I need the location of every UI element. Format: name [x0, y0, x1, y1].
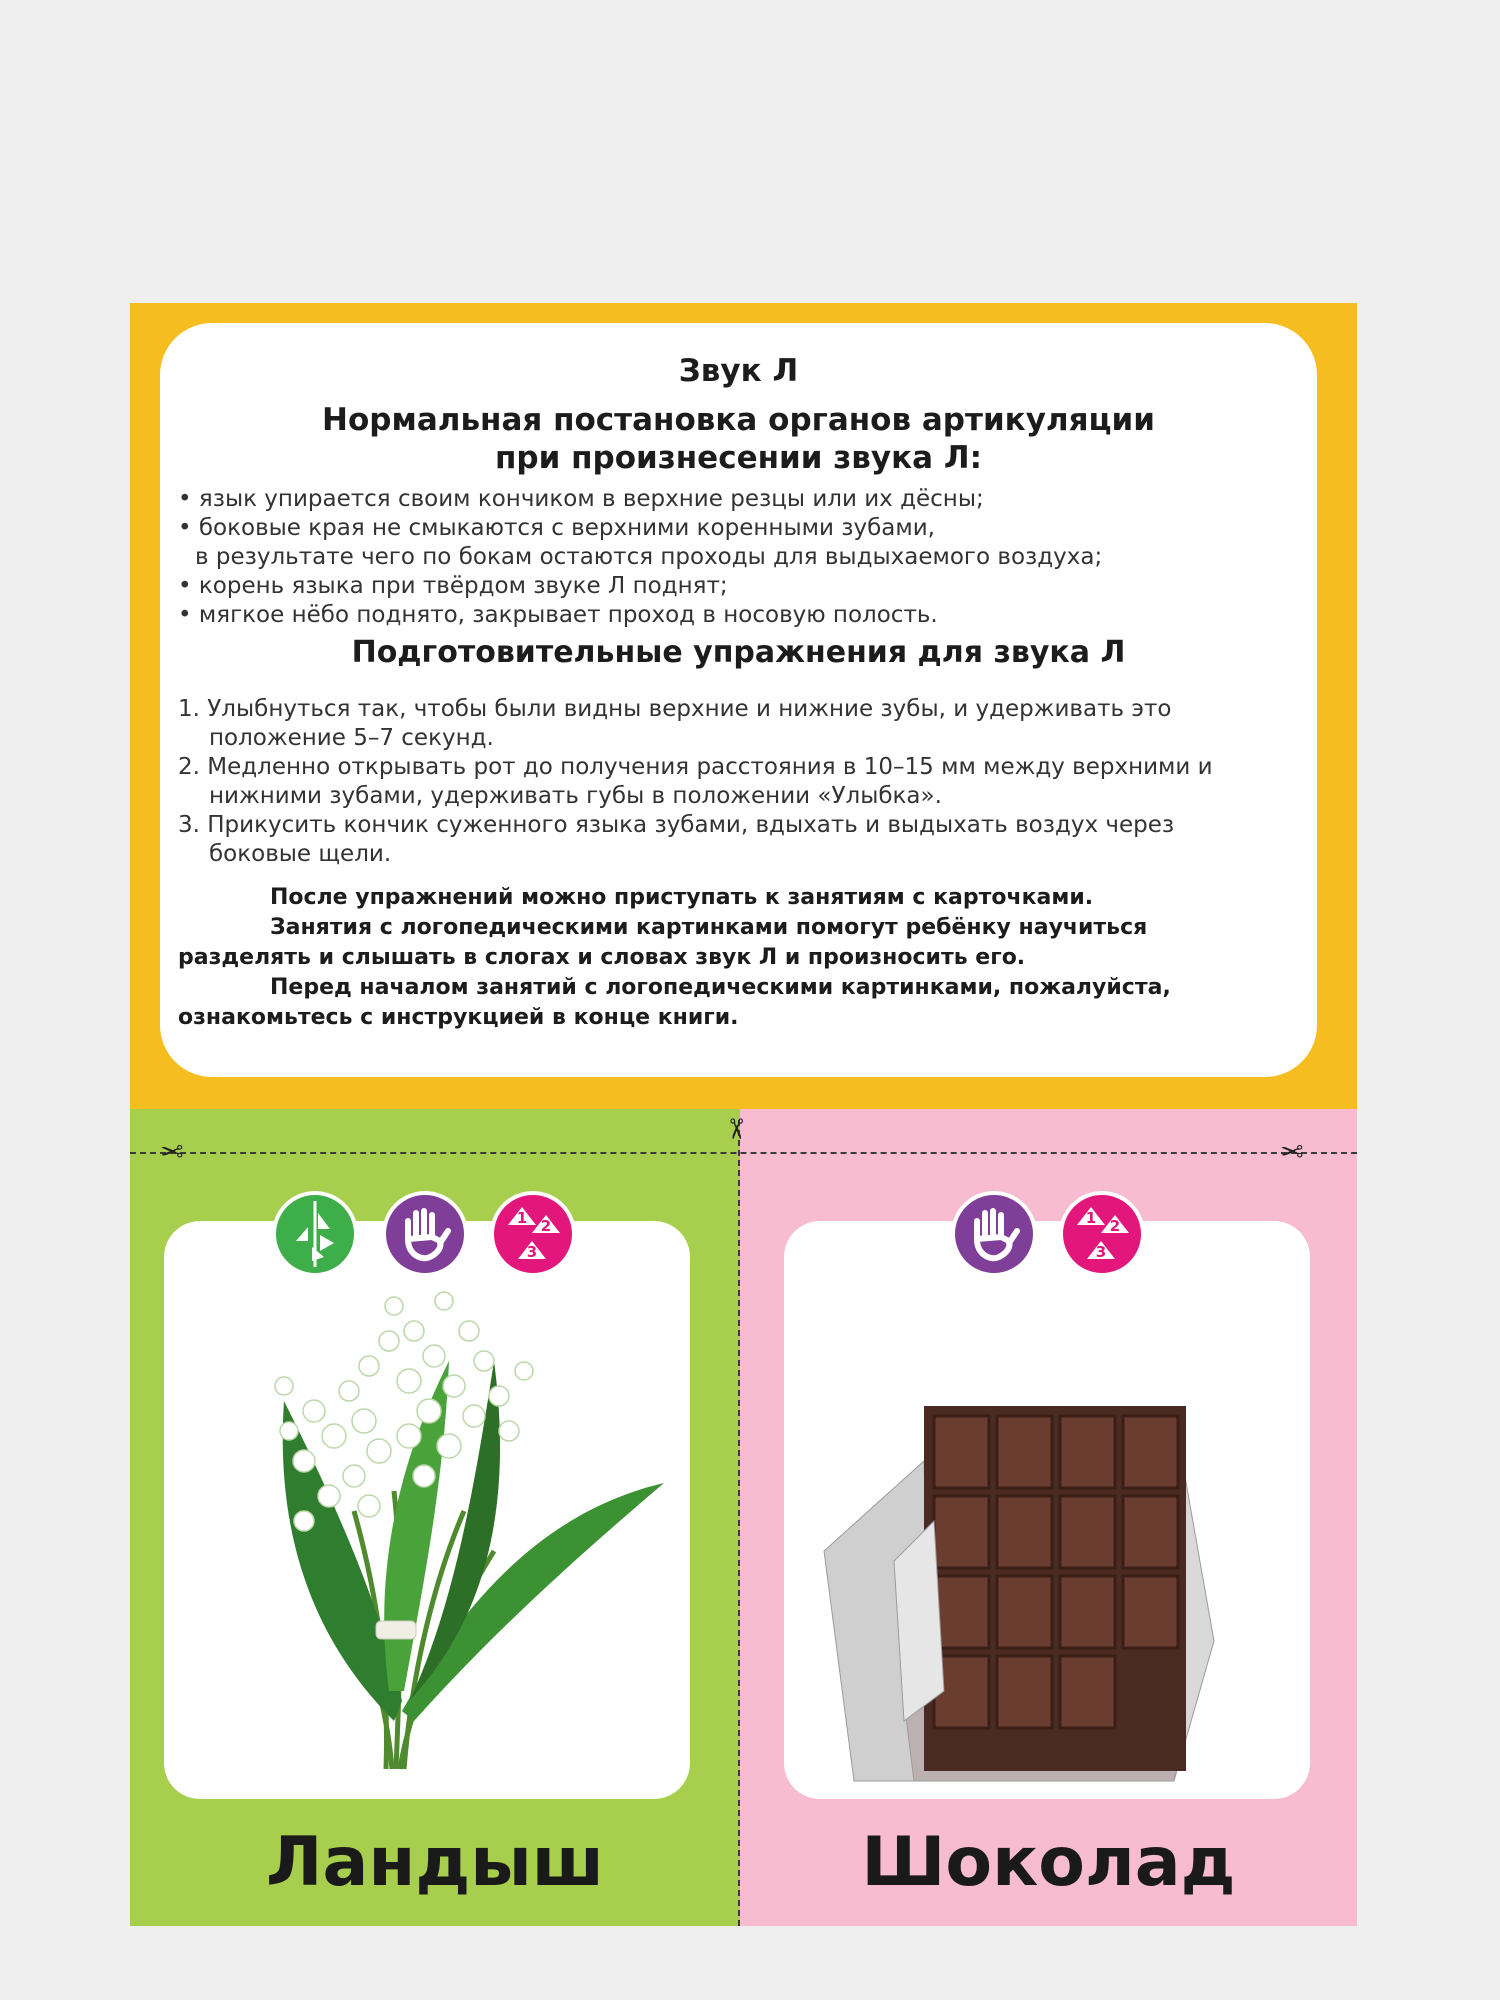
list-item: • язык упирается своим кончиком в верхние резцы или их дёсны; [178, 486, 984, 512]
picture-frame [784, 1221, 1310, 1799]
note-line: После упражнений можно приступать к занятиям с карточками. [270, 885, 1094, 910]
list-item: • боковые края не смыкаются с верхними коренными зубами, [178, 515, 935, 541]
numbers-icon [1059, 1191, 1145, 1277]
instruction-card [160, 323, 1317, 1077]
list-item: боковые щели. [209, 841, 392, 867]
scissors-icon: ✂ [719, 1117, 753, 1141]
scissors-icon: ✂ [160, 1134, 184, 1167]
articulation-heading-line2: при произнесении звука Л: [495, 440, 982, 476]
exercises-list [178, 695, 1298, 869]
list-item: • мягкое нёбо поднято, закрывает проход в носовую полость. [178, 602, 938, 628]
picture-frame [164, 1221, 690, 1799]
number-three: 3 [526, 1243, 538, 1261]
note-line: Занятия с логопедическими картинками помогут ребёнку научиться [270, 915, 1148, 940]
numbers-icon [490, 1191, 576, 1277]
hand-icon [951, 1191, 1037, 1277]
hand-icon [382, 1191, 468, 1277]
shapes-icon [272, 1191, 358, 1277]
number-two: 2 [1109, 1217, 1121, 1235]
articulation-heading-line1: Нормальная постановка органов артикуляции [322, 402, 1155, 438]
list-item: 1. Улыбнуться так, чтобы были видны верхние и нижние зубы, и удерживать это [178, 696, 1172, 722]
number-two: 2 [540, 1217, 552, 1235]
card-word: Шоколад [861, 1823, 1236, 1902]
instruction-panel [130, 303, 1357, 1109]
list-item: положение 5–7 секунд. [209, 725, 494, 751]
list-item: 3. Прикусить кончик суженного языка зубами, вдыхать и выдыхать воздух через [178, 812, 1175, 838]
list-item: • корень языка при твёрдом звуке Л поднят; [178, 573, 728, 599]
flashcard-sheet [130, 303, 1357, 1926]
articulation-heading [160, 401, 1317, 477]
list-item: нижними зубами, удерживать губы в положении «Улыбка». [209, 783, 942, 809]
number-one: 1 [516, 1209, 528, 1227]
note-line: Перед началом занятий с логопедическими картинками, пожалуйста, [270, 975, 1171, 1000]
scissors-icon: ✂ [1280, 1134, 1304, 1167]
chocolate-bar-image [784, 1221, 1310, 1799]
cut-line-horizontal [130, 1152, 1357, 1154]
list-item: в результате чего по бокам остаются проходы для выдыхаемого воздуха; [195, 544, 1103, 570]
sound-title: Звук Л [678, 353, 799, 389]
number-three: 3 [1095, 1243, 1107, 1261]
card-word: Ландыш [266, 1823, 604, 1902]
usage-note [178, 883, 1298, 1033]
list-item: 2. Медленно открывать рот до получения расстояния в 10–15 мм между верхними и [178, 754, 1213, 780]
note-line: разделять и слышать в слогах и словах звук Л и произносить его. [178, 945, 1026, 970]
exercises-heading: Подготовительные упражнения для звука Л [351, 635, 1126, 670]
cut-line-vertical [738, 1120, 740, 1926]
number-one: 1 [1085, 1209, 1097, 1227]
lily-of-the-valley-image [164, 1221, 690, 1799]
note-line: ознакомьтесь с инструкцией в конце книги. [178, 1005, 739, 1030]
articulation-list [178, 485, 1298, 630]
